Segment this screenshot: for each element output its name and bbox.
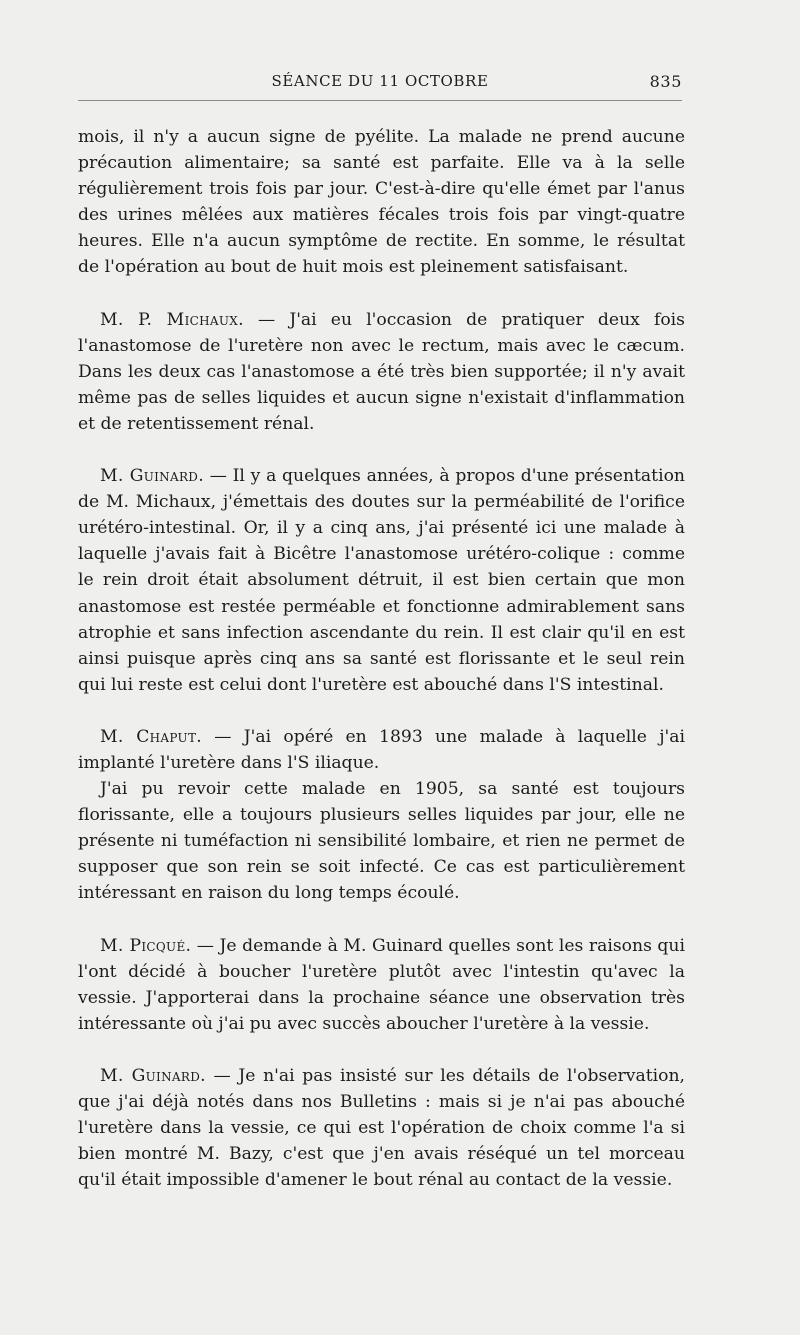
paragraph-guinard-1 xyxy=(78,463,685,698)
paragraph-chaput-cont xyxy=(78,776,685,906)
paragraph-text: — Je n'ai pas insisté sur les détails de l'observation, que j'ai déjà notés dans nos Bulletins : mais si je n'ai pas abouché l'uretère dans la vessie, ce qui est l'opération de choix comme l'a si bien montré M. Bazy, c'est que j'en avais réséqué un tel morceau qu'il était impossible d'amener le bout rénal au contact de la vessie. xyxy=(78,1065,685,1191)
speaker-name: M. Guinard. xyxy=(100,1065,206,1086)
paragraph-text: mois, il n'y a aucun signe de pyélite. La malade ne prend aucune précaution alimentaire; sa santé est parfaite. Elle va à la selle régulièrement trois fois par jour. C'est-à-dire qu'elle émet par l'anus des urines mêlées aux matières fécales trois fois par vingt-quatre heures. Elle n'a aucun symptôme de rectite. En somme, le résultat de l'opération au bout de huit mois est pleinement satisfaisant. xyxy=(78,127,685,278)
paragraph-text: — Il y a quelques années, à propos d'une présentation de M. Michaux, j'émettais des doutes sur la perméabilité de l'orifice urétéro-intestinal. Or, il y a cinq ans, j'ai présenté ici une malade à laquelle j'avais fait à Bicêtre l'anastomose urétéro-colique : comme le rein droit était absolument détruit, il est bien certain que mon anastomose est restée perméable et fonctionne admirablement sans atrophie et sans infection ascendante du rein. Il est clair qu'il en est ainsi puisque après cinq ans sa santé est florissante et le seul rein qui lui reste est celui dont l'uretère est abouché dans l'S intestinal. xyxy=(78,466,685,695)
paragraph-michaux xyxy=(78,307,685,437)
body-text xyxy=(78,124,685,1193)
paragraph-text: — J'ai opéré en 1893 une malade à laquelle j'ai implanté l'uretère dans l'S iliaque. xyxy=(78,726,685,773)
speaker-name: M. Chaput. xyxy=(100,726,203,747)
running-title: SÉANCE DU 11 OCTOBRE xyxy=(271,72,489,90)
paragraph-text: J'ai pu revoir cette malade en 1905, sa santé est toujours florissante, elle a toujours plusieurs selles liquides par jour, elle ne présente ni tuméfaction ni sensibilité lombaire, et rien ne permet de supposer que son rein se soit infecté. Ce cas est particulièrement intéressant en raison du long temps écoulé. xyxy=(78,779,685,904)
header-rule xyxy=(78,100,682,101)
paragraph-guinard-2 xyxy=(78,1063,685,1193)
paragraph-text: — Je demande à M. Guinard quelles sont les raisons qui l'ont décidé à boucher l'uretère plutôt avec l'intestin qu'avec la vessie. J'apporterai dans la prochaine séance une observation très intéressante où j'ai pu avec succès aboucher l'uretère à la vessie. xyxy=(78,935,685,1034)
running-header xyxy=(78,70,682,94)
page-number: 835 xyxy=(649,72,682,91)
paragraph-continuation xyxy=(78,124,685,281)
paragraph-chaput xyxy=(78,724,685,776)
speaker-name: M. Guinard. xyxy=(100,466,204,487)
speaker-name: M. Picqué. xyxy=(100,935,192,956)
speaker-name: M. P. Michaux. xyxy=(100,309,244,330)
paragraph-text: — J'ai eu l'occasion de pratiquer deux fois l'anastomose de l'uretère non avec le rectum, mais avec le cæcum. Dans les deux cas l'anastomose a été très bien supportée; il n'y avait même pas de selles liquides et aucun signe n'existait d'inflammation et de retentissement rénal. xyxy=(78,309,685,434)
paragraph-picque xyxy=(78,933,685,1037)
